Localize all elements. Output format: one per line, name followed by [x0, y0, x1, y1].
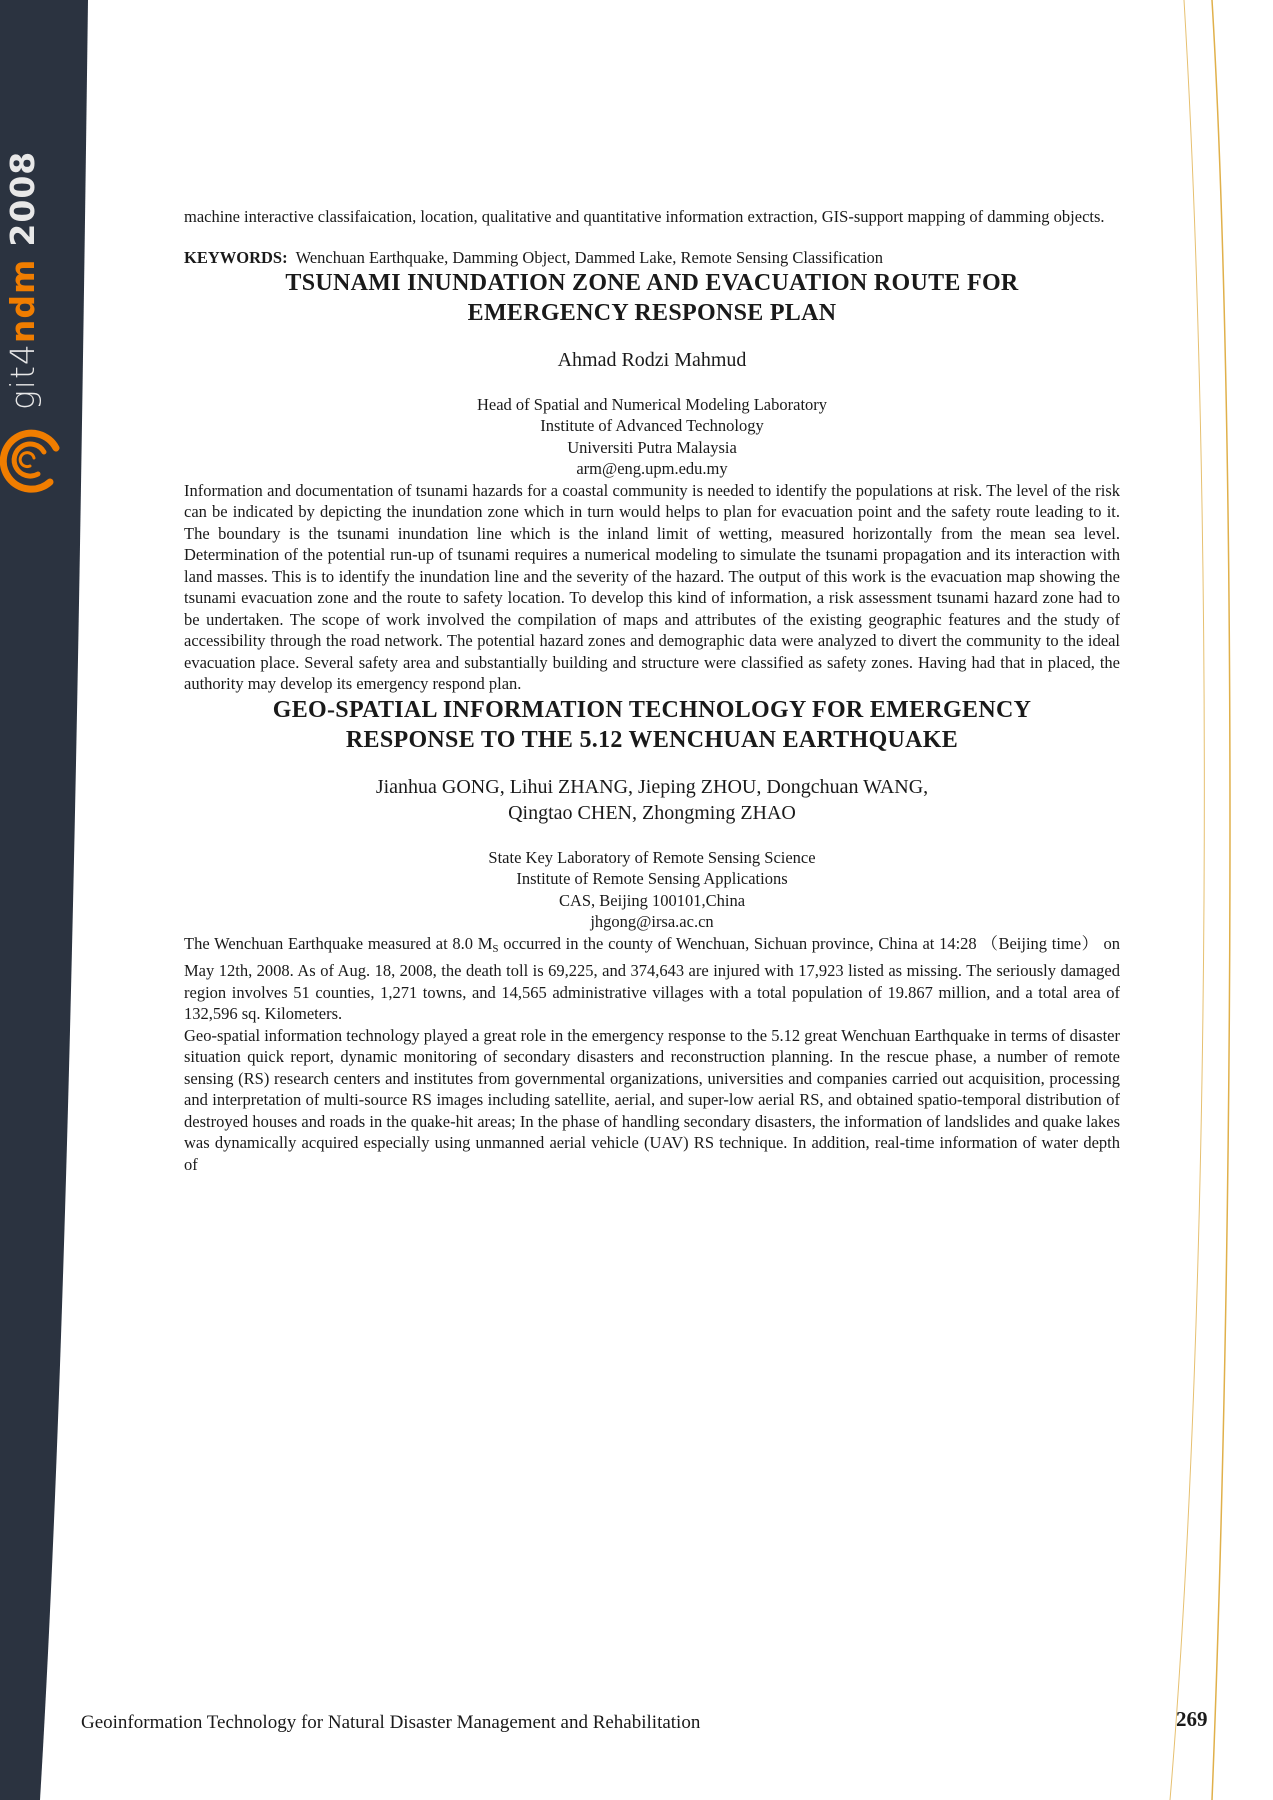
keywords-label: KEYWORDS: — [184, 247, 288, 267]
paper1-affiliation-line: Head of Spatial and Numerical Modeling Laboratory — [476, 394, 828, 414]
paper2-authors — [184, 774, 1120, 826]
paper2-affiliation-line: State Key Laboratory of Remote Sensing Science — [488, 847, 816, 867]
magnitude-subscript: S — [492, 942, 499, 955]
paper2-email: jhgong@irsa.ac.cn — [590, 912, 714, 931]
brand-wordmark — [3, 151, 42, 410]
paper2-abstract-p1 — [184, 933, 1120, 1025]
paper2-title-line1: GEO-SPATIAL INFORMATION TECHNOLOGY FOR EMERGENCY — [272, 696, 1032, 723]
paper2-affiliation-line: CAS, Beijing 100101,China — [558, 890, 746, 910]
gold-curve-outer — [1212, 0, 1230, 1800]
paper2-title — [184, 695, 1120, 755]
paper2-authors-line2: Qingtao CHEN, Zhongming ZHAO — [508, 801, 796, 824]
intro-text: machine interactive classifaication, location, qualitative and quantitative information extraction, GIS-support mapping of damming objects. — [184, 207, 1105, 226]
footer-text: Geoinformation Technology for Natural Disaster Management and Rehabilitation — [81, 1712, 701, 1733]
paper1-title-line1: TSUNAMI INUNDATION ZONE AND EVACUATION ROUTE FOR — [285, 269, 1019, 296]
paper2-affiliation-line: Institute of Remote Sensing Applications — [516, 869, 788, 888]
paper1-title — [184, 268, 1120, 328]
paper1-affiliation-line: Institute of Advanced Technology — [540, 416, 764, 435]
paper2-abstract-p1-rest: occurred in the county of Wenchuan, Sichuan province, China at 14:28 （Beijing time） on May 12th, 2008. As of Aug. 18, 2008, the death toll is 69,225, and 374,643 are injured with 17,923 listed as missing. The seriously damaged region involves 51 counties, 1,271 towns, and 14,565 administrative villages with a total population of 19.867 million, and a total area of 132,596 sq. Kilometers. — [184, 933, 1120, 1023]
paper2-abstract-p2: Geo-spatial information technology played a great role in the emergency response to the 5.12 great Wenchuan Earthquake in terms of disaster situation quick report, dynamic monitoring of secondary disasters and reconstruction planning. In the rescue phase, a number of remote sensing (RS) research centers and institutes from governmental organizations, universities and companies carried out acquisition, processing and interpretation of multi-source RS images including satellite, aerial, and super-low aerial RS, and obtained spatio-temporal distribution of destroyed houses and roads in the quake-hit areas; In the phase of handling secondary disasters, the information of landslides and quake lakes was dynamically acquired especially using unmanned aerial vehicle (UAV) RS technique. In addition, real-time information of water depth of — [184, 1025, 1120, 1174]
paper2-affiliation — [184, 847, 1120, 933]
paper1-abstract: Information and documentation of tsunami hazards for a coastal community is needed to identify the populations at risk. The level of the risk can be indicated by depicting the inundation zone which in turn would helps to plan for evacuation point and the safety route leading to it. The boundary is the tsunami inundation line which is the inland limit of wetting, measured horizontally from the mean sea level. Determination of the potential run-up of tsunami requires a numerical modeling to simulate the tsunami propagation and its interaction with land masses. This is to identify the inundation line and the severity of the hazard. The output of this work is the evacuation map showing the tsunami evacuation zone and the route to safety location. To develop this kind of information, a risk assessment tsunami hazard zone had to be undertaken. The scope of work involved the compilation of maps and attributes of the existing geographic features and the study of accessibility through the road network. The potential hazard zones and demographic data were analyzed to divert the community to the ideal evacuation place. Several safety area and substantially building and structure were classified as safety zones. Having had that in placed, the authority may develop its emergency respond plan. — [184, 480, 1120, 693]
paper1-title-line2: EMERGENCY RESPONSE PLAN — [467, 299, 837, 326]
paper2-authors-line1: Jianhua GONG, Lihui ZHANG, Jieping ZHOU, Dongchuan WANG, — [375, 775, 929, 798]
paper1-affiliation — [184, 394, 1120, 480]
brand-git: git4 — [3, 343, 42, 410]
page-number: 269 — [1176, 1707, 1208, 1731]
paper2-title-line2: RESPONSE TO THE 5.12 WENCHUAN EARTHQUAKE — [345, 726, 959, 753]
paper1-email: arm@eng.upm.edu.my — [576, 459, 728, 478]
gold-curve-inner — [1170, 0, 1204, 1800]
keywords-list: Wenchuan Earthquake, Damming Object, Dammed Lake, Remote Sensing Classification — [295, 247, 884, 267]
page-content — [184, 206, 1120, 1175]
keywords-line — [184, 248, 1120, 268]
paper1-author: Ahmad Rodzi Mahmud — [557, 348, 747, 371]
paper1-affiliation-line: Universiti Putra Malaysia — [567, 437, 737, 457]
brand-year: 2008 — [3, 150, 42, 247]
paper2-abstract-p1-start: The Wenchuan Earthquake measured at 8.0 M — [184, 933, 493, 953]
brand-ndm: ndm — [3, 258, 42, 344]
